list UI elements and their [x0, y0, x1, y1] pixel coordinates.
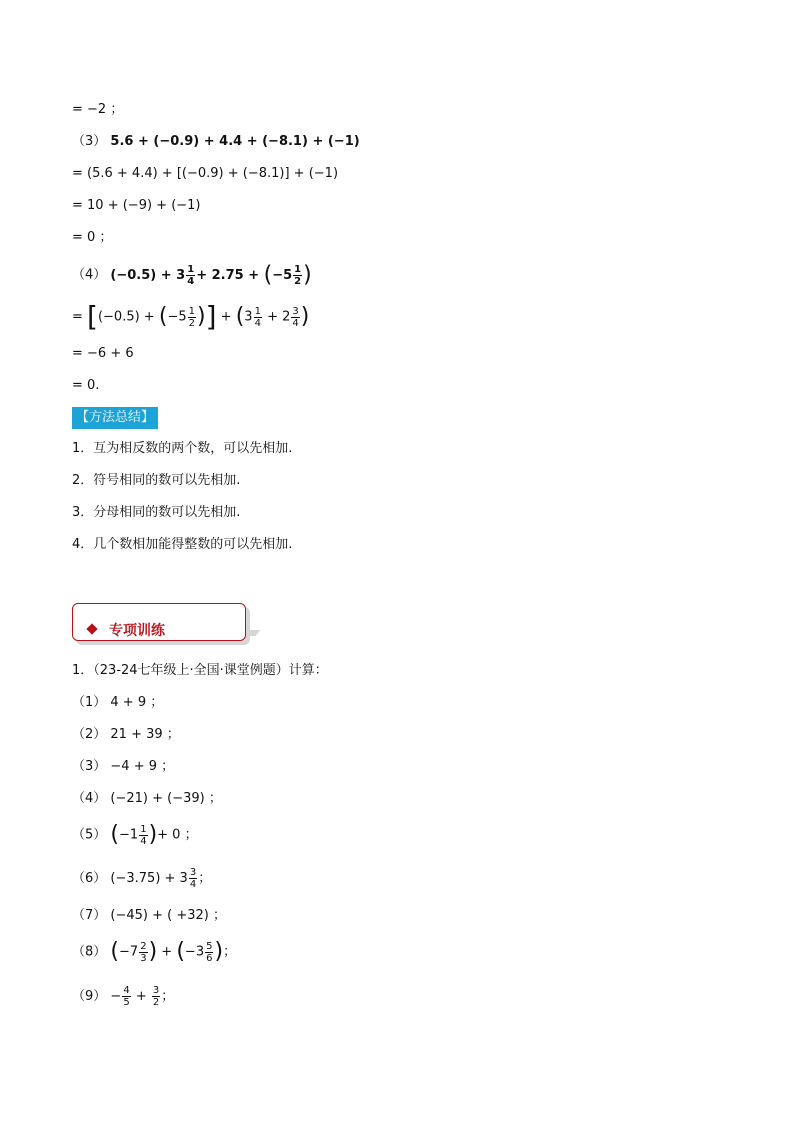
- problem-4-expression: (−0.5) + 3 $\frac{1}{4}$ + 2.75 + (−5 $\frac{1}{2}$ ): [110, 262, 312, 287]
- problem-4-line: [72, 262, 312, 289]
- exercise-part-2: （2） 21 + 39 ；: [72, 727, 180, 742]
- exercise-part-6: （6） (−3.75) + 3 $\frac{3}{4}$ ；: [72, 867, 212, 890]
- problem-3-expression: 5.6 + (−0.9) + 4.4 + (−8.1) + (−1): [110, 134, 360, 149]
- exercise-part-5-label: （5）: [72, 827, 107, 843]
- exercise-part-7: （7） (−45) + ( +32) ；: [72, 908, 226, 923]
- diamond-icon: [86, 623, 97, 634]
- exercise-part-1: （1） 4 + 9 ；: [72, 695, 164, 710]
- method-item-1: 1．互为相反数的两个数，可以先相加.: [72, 441, 293, 456]
- exercise-part-9-label: （9）: [72, 989, 107, 1004]
- exercise-part-9: （9） − $\frac{4}{5}$ + $\frac{3}{2}$ ；: [72, 985, 175, 1008]
- problem-3-line: [72, 132, 360, 152]
- exercise-part-5: （5） (−1 $\frac{1}{4}$ )+ 0 ；: [72, 822, 198, 847]
- problem-3-step-3: = 0 ；: [72, 230, 113, 245]
- method-item-3: 3．分母相同的数可以先相加.: [72, 505, 241, 520]
- problem-4-step-2: = −6 + 6: [72, 346, 134, 361]
- method-summary-tag: 【方法总结】: [72, 407, 158, 429]
- problem-3-step-2: = 10 + (−9) + (−1): [72, 198, 201, 213]
- exercise-part-8-label: （8）: [72, 944, 107, 960]
- section-title: 专项训练: [109, 623, 165, 639]
- problem-4-step-3: = 0.: [72, 378, 100, 393]
- problem-4-label: （4）: [72, 267, 107, 283]
- problem-3-label: （3）: [72, 134, 107, 149]
- exercise-intro: 1．（23-24七年级上·全国·课堂例题）计算：: [72, 663, 328, 678]
- exercise-part-8: （8） (−7 $\frac{2}{3}$ ) + (−3 $\frac{5}{6}$ )；: [72, 939, 237, 964]
- problem-4-step-1: = [(−0.5) + (−5 $\frac{1}{2}$ )] + (3 $\frac{1}{4}$ + 2 $\frac{3}{4}$ ): [72, 300, 310, 333]
- exercise-part-3: （3） −4 + 9 ；: [72, 759, 175, 774]
- problem-3-step-1: = (5.6 + 4.4) + [(−0.9) + (−8.1)] + (−1): [72, 166, 339, 181]
- method-item-4: 4．几个数相加能得整数的可以先相加.: [72, 537, 293, 552]
- exercise-part-6-label: （6）: [72, 871, 107, 886]
- exercise-part-4: （4） (−21) + (−39) ；: [72, 791, 222, 806]
- solution-line-1: = −2 ；: [72, 102, 124, 117]
- section-header: [72, 603, 246, 641]
- method-item-2: 2．符号相同的数可以先相加.: [72, 473, 241, 488]
